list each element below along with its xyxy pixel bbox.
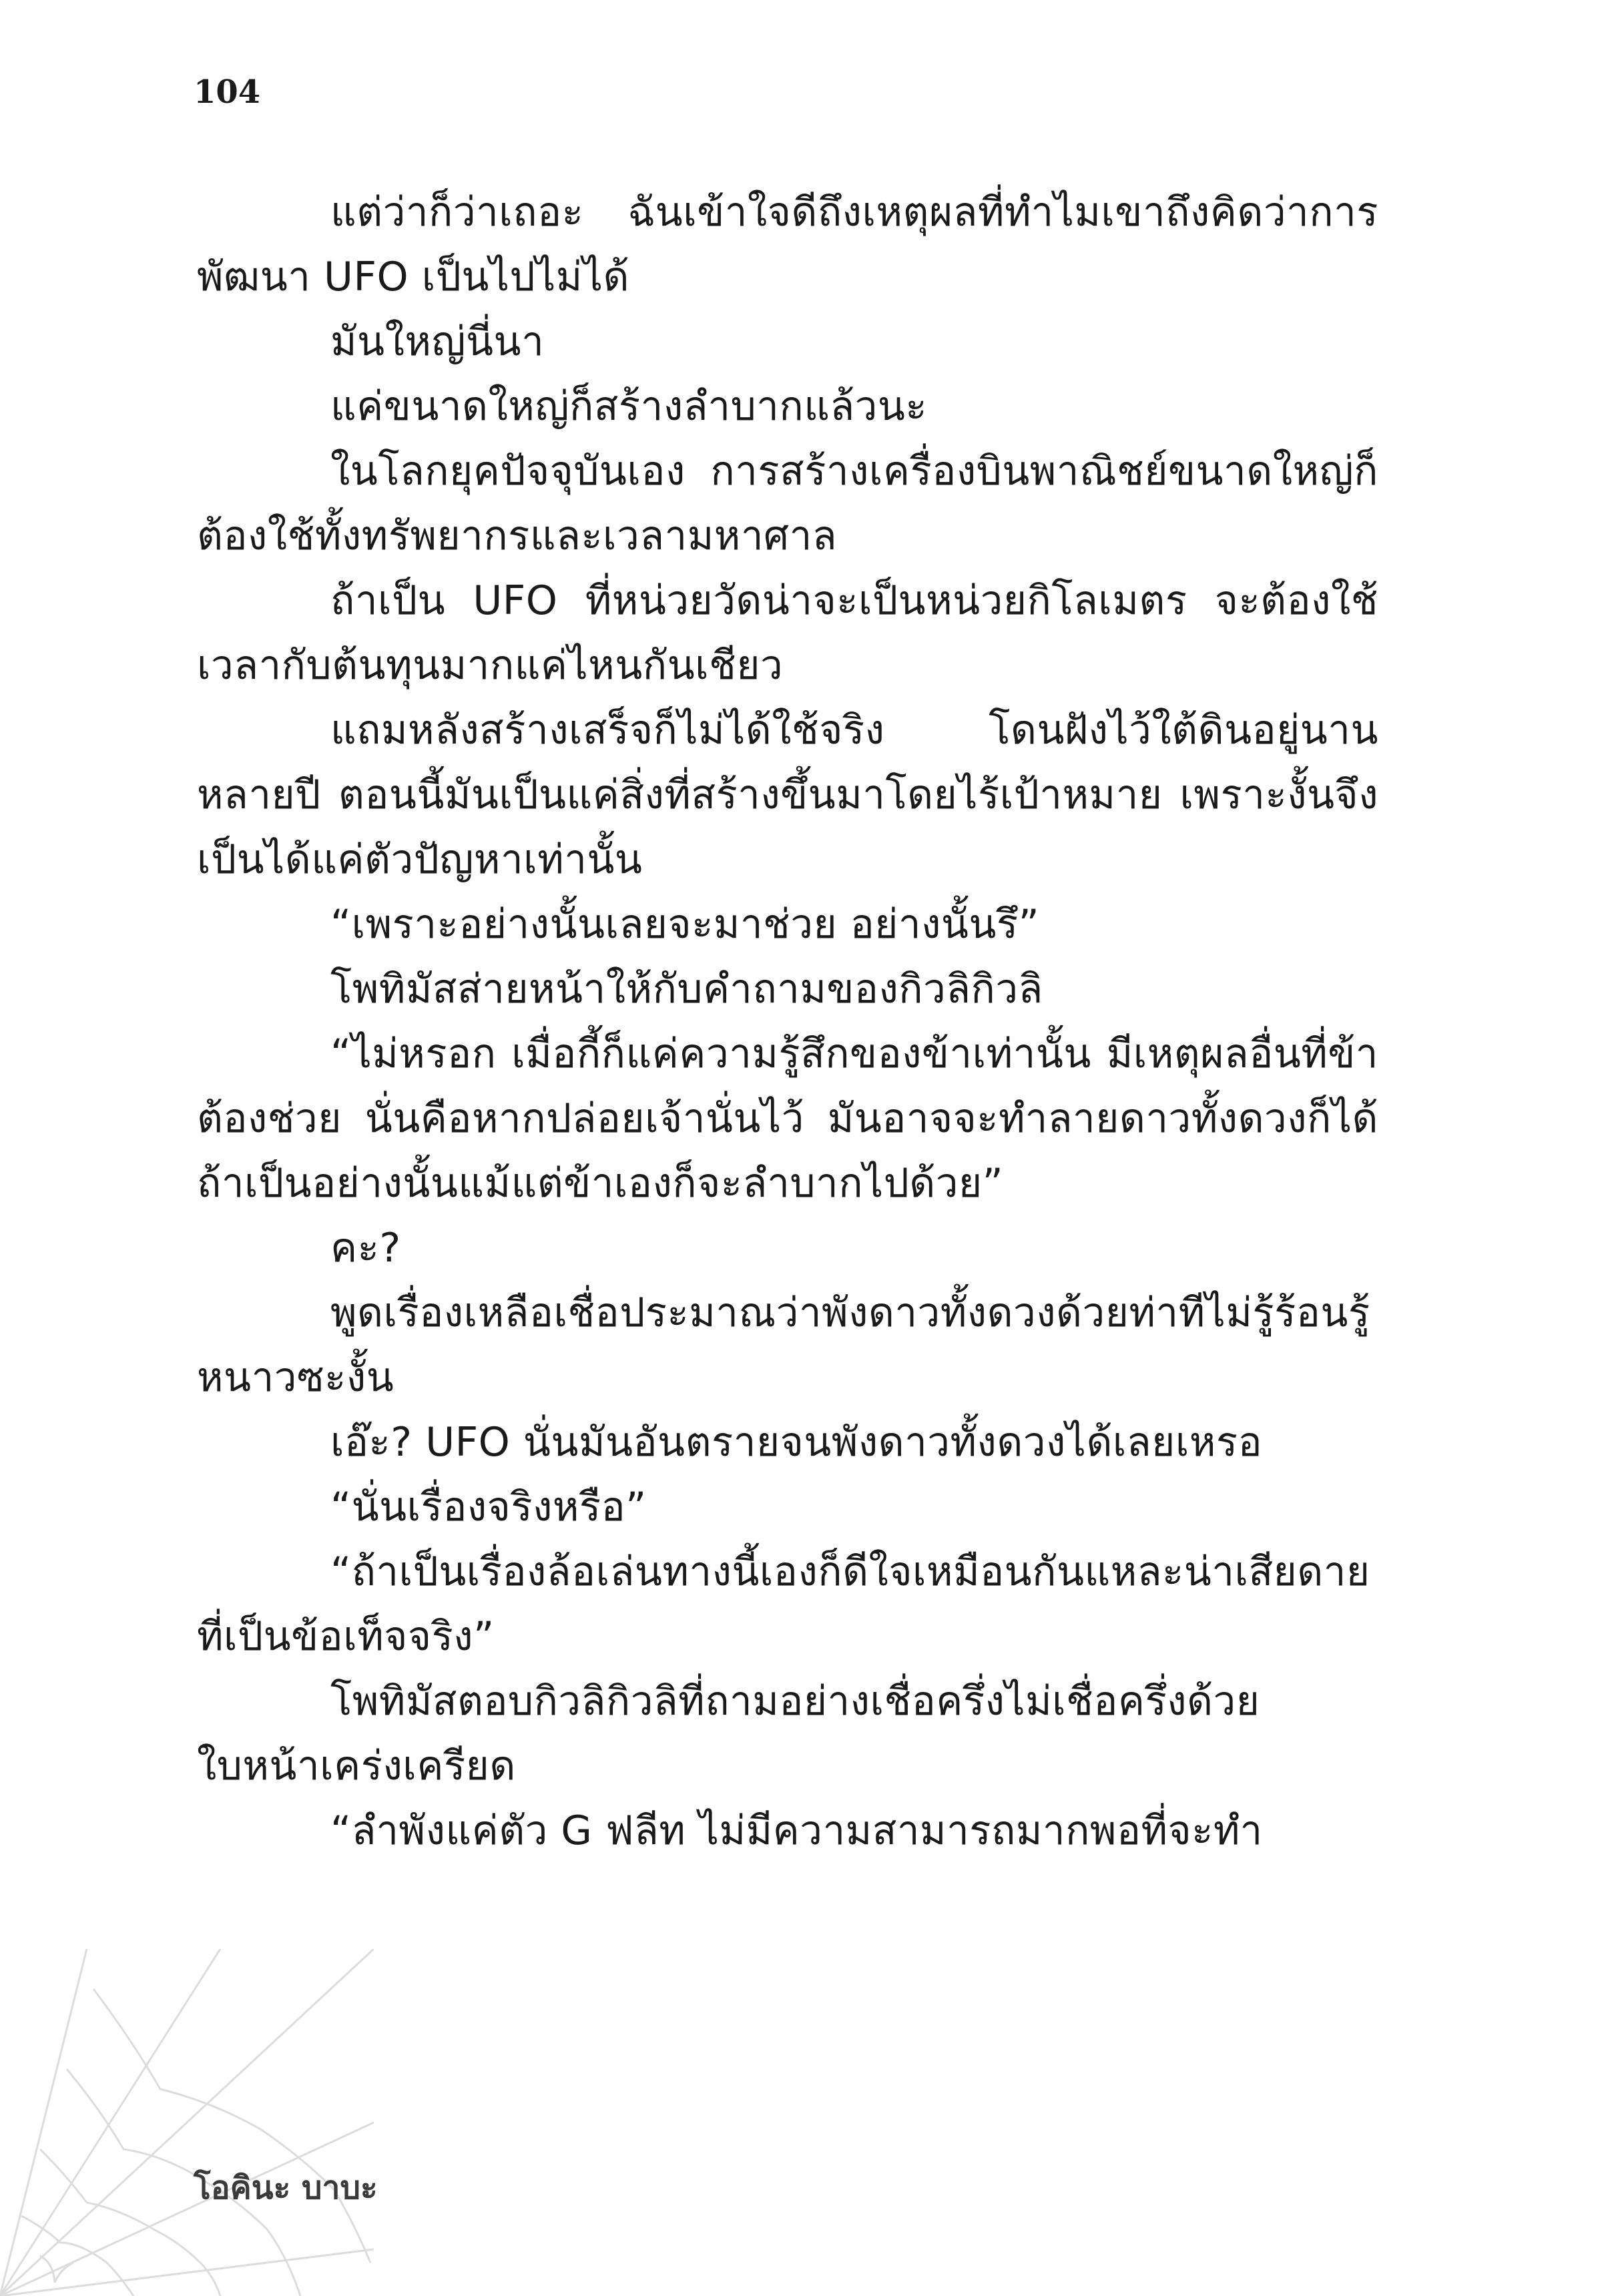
paragraph: แถมหลังสร้างเสร็จก็ไม่ได้ใช้จริง โดนฝังไว้ใต้ดินอยู่นานหลายปี ตอนนี้มันเป็นแค่สิ่งที่สร้างขึ้นมาโดยไร้เป้าหมาย เพราะงั้นจึงเป็นได้แค่ตัวปัญหาเท่านั้น (197, 707, 1378, 883)
paragraph: โพทิมัสส่ายหน้าให้กับคำถามของกิวลิกิวลิ (330, 966, 1043, 1013)
author-name: โอคินะ บาบะ (194, 2169, 378, 2207)
paragraph: ถ้าเป็น UFO ที่หน่วยวัดน่าจะเป็นหน่วยกิโลเมตร จะต้องใช้เวลากับต้นทุนมากแค่ไหนกันเชียว (197, 577, 1378, 689)
paragraph: “เพราะอย่างนั้นเลยจะมาช่วย อย่างนั้นรึ” (330, 901, 1040, 948)
paragraph: “ถ้าเป็นเรื่องล้อเล่นทางนี้เองก็ดีใจเหมือนกันแหละน่าเสียดายที่เป็นข้อเท็จจริง” (197, 1548, 1370, 1660)
paragraph: “ลำพังแค่ตัว G ฟลีท ไม่มีความสามารถมากพอที่จะทำ (330, 1807, 1263, 1854)
spider-web-icon (0, 1949, 374, 2296)
body-text (197, 180, 1378, 1863)
paragraph: เอ๊ะ? UFO นั่นมันอันตรายจนพังดาวทั้งดวงได้เลยเหรอ (330, 1419, 1263, 1466)
paragraph: “นั่นเรื่องจริงหรือ” (330, 1484, 647, 1530)
paragraph: แต่ว่าก็ว่าเถอะ ฉันเข้าใจดีถึงเหตุผลที่ทำไมเขาถึงคิดว่าการพัฒนา UFO เป็นไปไม่ได้ (197, 189, 1378, 300)
paragraph: ในโลกยุคปัจจุบันเอง การสร้างเครื่องบินพาณิชย์ขนาดใหญ่ก็ต้องใช้ทั้งทรัพยากรและเวลามหาศาล (197, 448, 1378, 559)
page-number: 104 (194, 73, 261, 111)
paragraph: พูดเรื่องเหลือเชื่อประมาณว่าพังดาวทั้งดวงด้วยท่าทีไม่รู้ร้อนรู้หนาวซะงั้น (197, 1289, 1370, 1401)
paragraph: โพทิมัสตอบกิวลิกิวลิที่ถามอย่างเชื่อครึ่งไม่เชื่อครึ่งด้วยใบหน้าเคร่งเครียด (197, 1678, 1260, 1789)
paragraph: คะ? (330, 1225, 401, 1271)
paragraph: “ไม่หรอก เมื่อกี้ก็แค่ความรู้สึกของข้าเท่านั้น มีเหตุผลอื่นที่ข้าต้องช่วย นั่นคือหากปล่อยเจ้านั่นไว้ มันอาจจะทำลายดาวทั้งดวงก็ได้ ถ้าเป็นอย่างนั้นแม้แต่ข้าเองก็จะลำบากไปด้วย” (197, 1031, 1378, 1207)
paragraph: มันใหญ่นี่นา (330, 318, 545, 365)
paragraph: แค่ขนาดใหญ่ก็สร้างลำบากแล้วนะ (330, 383, 928, 430)
